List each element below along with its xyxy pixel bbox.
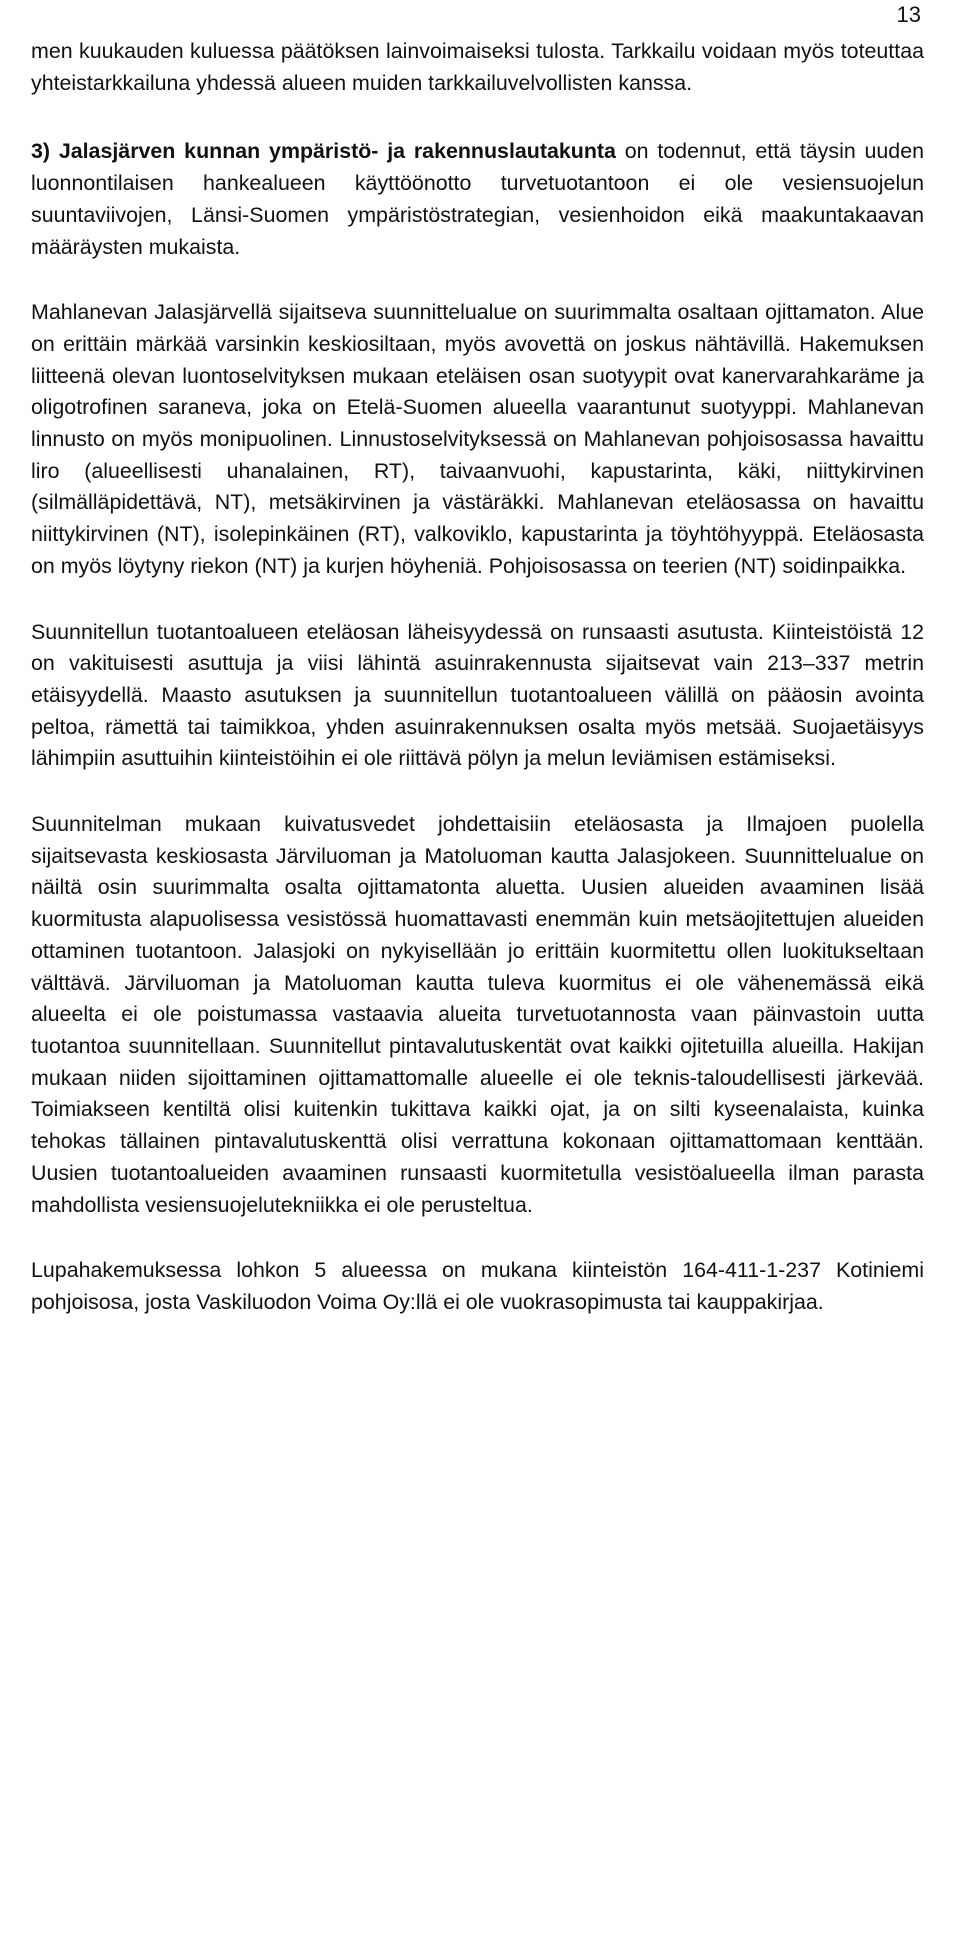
paragraph-2 (31, 136, 924, 263)
paragraph-3: Mahlanevan Jalasjärvellä sijaitseva suunnittelualue on suurimmalta osaltaan ojittamaton. Alue on erittäin märkää varsinkin keskiosiltaan, myös avovettä on joskus nähtävillä. Hakemuksen liitteenä olevan luontoselvityksen mukaan eteläisen osan suotyypit ovat kanervarahkaräme ja oligotrofinen saraneva, joka on Etelä-Suomen alueella vaarantunut suotyyppi. Mahlanevan linnusto on myös monipuolinen. Linnustoselvityksessä on Mahlanevan pohjoisosassa havaittu liro (alueellisesti uhanalainen, RT), taivaanvuohi, kapustarinta, käki, niittykirvinen (silmälläpidettävä, NT), metsäkirvinen ja västäräkki. Mahlanevan eteläosassa on havaittu niittykirvinen (NT), isolepinkäinen (RT), valkoviklo, kapustarinta ja töyhtöhyyppä. Eteläosasta on myös löytyny riekon (NT) ja kurjen höyheniä. Pohjoisosassa on teerien (NT) soidinpaikka. (31, 300, 924, 578)
paragraph-5: Suunnitelman mukaan kuivatusvedet johdettaisiin eteläosasta ja Ilmajoen puolella sijaitsevasta keskiosasta Järviluoman ja Matoluoman kautta Jalasjokeen. Suunnittelualue on näiltä osin suurimmalta osalta ojittamatonta aluetta. Uusien alueiden avaaminen lisää kuormitusta alapuolisessa vesistössä huomattavasti enemmän kuin metsäojitettujen alueiden ottaminen tuotantoon. Jalasjoki on nykyisellään jo erittäin kuormitettu ollen luokitukseltaan välttävä. Järviluoman ja Matoluoman kautta tuleva kuormitus ei ole vähenemässä eikä alueelta ei ole poistumassa vastaavia alueita turvetuotannosta vaan päinvastoin uutta tuotantoa suunnitellaan. Suunnitellut pintavalutuskentät ovat kaikki ojitetuilla alueilla. Hakijan mukaan niiden sijoittaminen ojittamattomalle alueelle ei ole teknis-taloudellisesti järkevää. Toimiakseen kentiltä olisi kuitenkin tukittava kaikki ojat, ja on silti kyseenalaista, kuinka tehokas tällainen pintavalutuskenttä olisi verrattuna kokonaan ojittamattomaan kenttään. Uusien tuotantoalueiden avaaminen runsaasti kuormitetulla vesistöalueella ilman parasta mahdollista vesiensuojelutekniikka ei ole perusteltua. (31, 812, 924, 1217)
paragraph-1: men kuukauden kuluessa päätöksen lainvoimaiseksi tulosta. Tarkkailu voidaan myös toteuttaa yhteistarkkailuna yhdessä alueen muiden tarkkailuvelvollisten kanssa. (31, 39, 924, 95)
paragraph-6: Lupahakemuksessa lohkon 5 alueessa on mukana kiinteistön 164-411-1-237 Kotiniemi pohjoisosa, josta Vaskiluodon Voima Oy:llä ei ole vuokrasopimusta tai kauppakirjaa. (31, 1258, 924, 1314)
document-body (31, 36, 924, 1319)
paragraph-2-bold-lead: 3) Jalasjärven kunnan ympäristö- ja rakennuslautakunta (31, 139, 616, 164)
paragraph-2-body: on todennut, että täysin uuden luonnontilaisen hankealueen käyttöönotto turvetuotantoon ei ole vesiensuojelun suuntaviivojen, Länsi-Suomen ympäristöstrategian, vesienhoidon eikä maakuntakaavan määräysten mukaista. (31, 139, 924, 259)
page-number: 13 (896, 2, 921, 27)
paragraph-4: Suunnitellun tuotantoalueen eteläosan läheisyydessä on runsaasti asutusta. Kiinteistöistä 12 on vakituisesti asuttuja ja viisi lähintä asuinrakennusta sijaitsevat vain 213–337 metrin etäisyydellä. Maasto asutuksen ja suunnitellun tuotantoalueen välillä on pääosin avointa peltoa, rämettä tai taimikkoa, yhden asuinrakennuksen osalta myös metsää. Suojaetäisyys lähimpiin asuttuihin kiinteistöihin ei ole riittävä pölyn ja melun leviämisen estämiseksi. (31, 619, 924, 771)
